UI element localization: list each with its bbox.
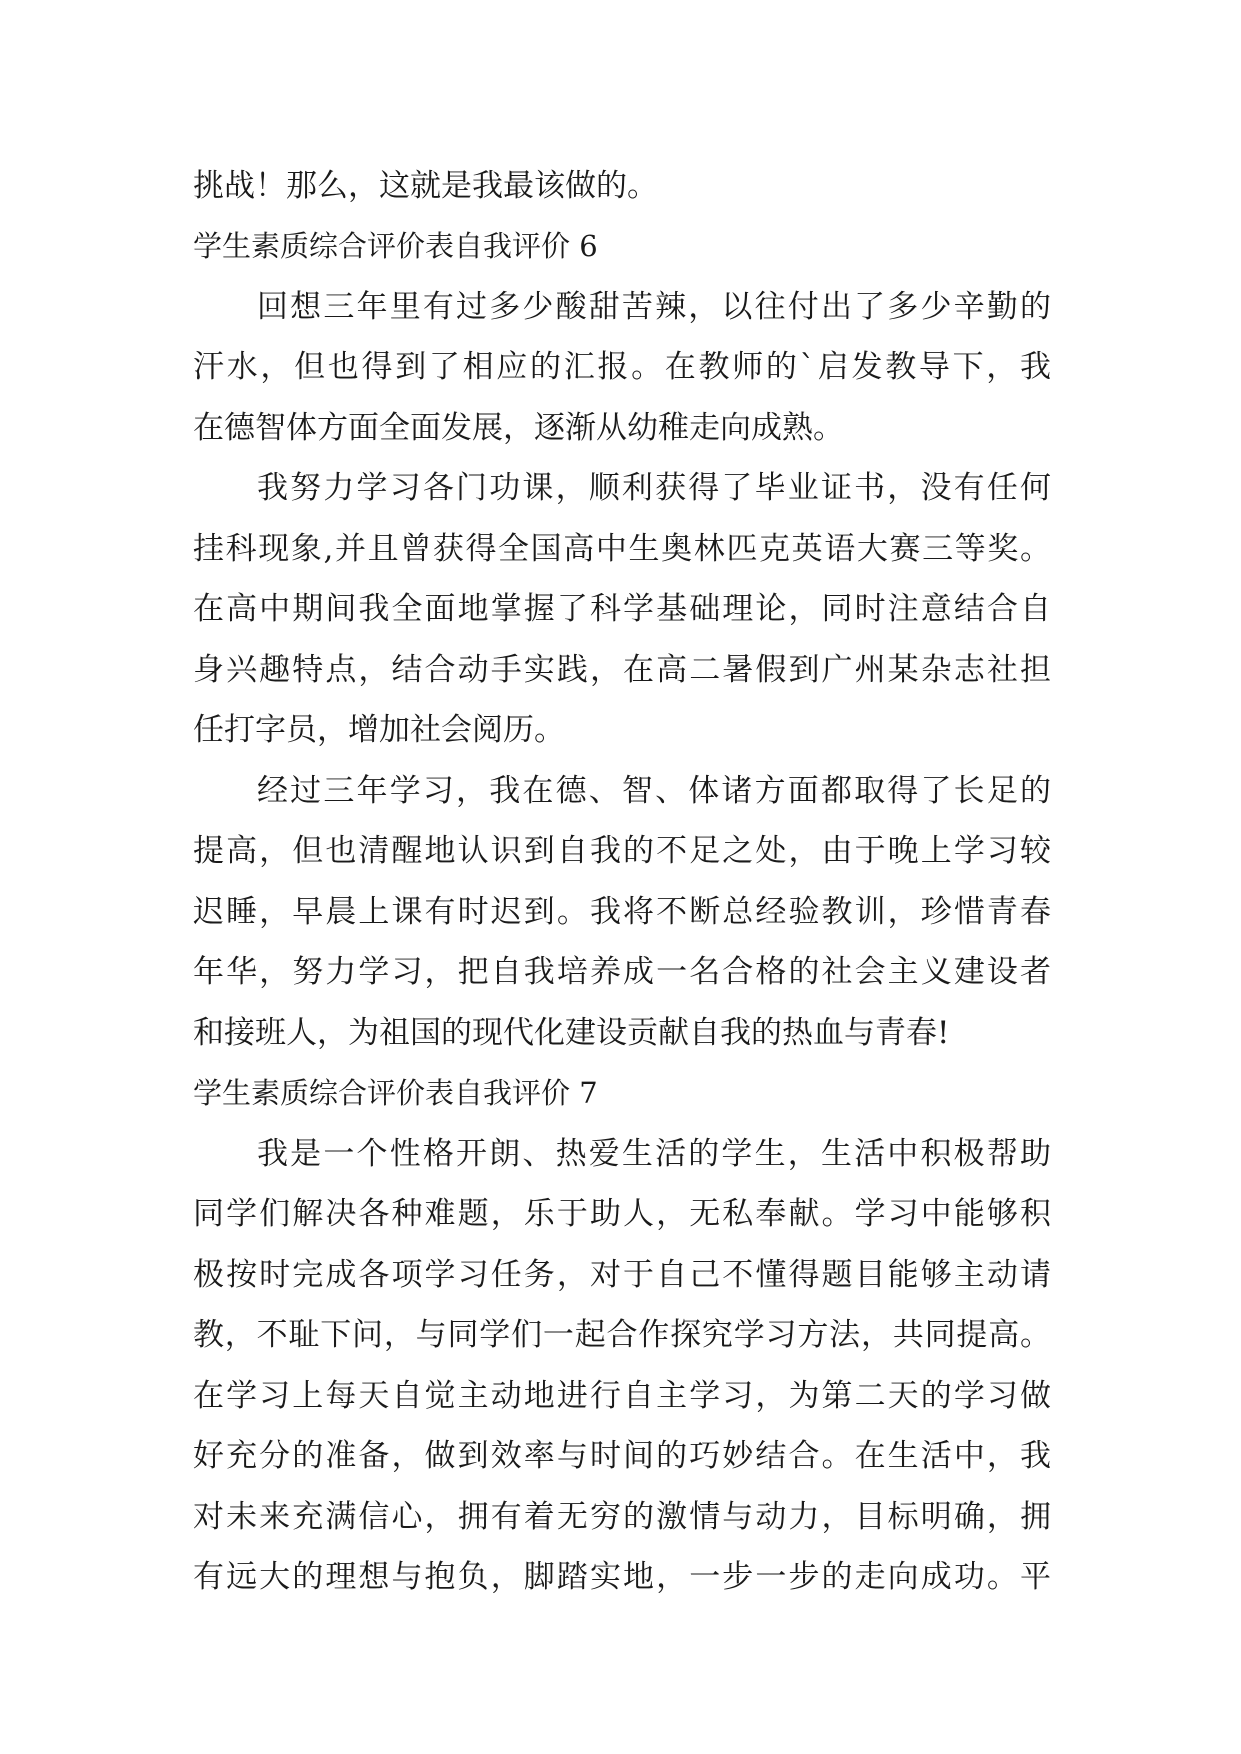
paragraph-line: 年华，努力学习，把自我培养成一名合格的社会主义建设者 [193,954,1051,990]
section-heading: 学生素质综合评价表自我评价 7 [193,1076,598,1110]
text-line: 挑战！那么，这就是我最该做的。 [193,168,658,204]
section-heading: 学生素质综合评价表自我评价 6 [193,229,598,263]
paragraph-line: 对未来充满信心，拥有着无穷的激情与动力，目标明确，拥 [193,1499,1051,1535]
paragraph-line: 任打字员，增加社会阅历。 [193,712,565,748]
paragraph-line: 回想三年里有过多少酸甜苦辣，以往付出了多少辛勤的 [257,289,1051,325]
paragraph-line: 和接班人，为祖国的现代化建设贡献自我的热血与青春! [193,1015,950,1051]
paragraph-line: 教，不耻下问，与同学们一起合作探究学习方法，共同提高。 [193,1317,1051,1353]
paragraph-line: 挂科现象,并且曾获得全国高中生奥林匹克英语大赛三等奖。 [193,531,1051,567]
paragraph-line: 在学习上每天自觉主动地进行自主学习，为第二天的学习做 [193,1378,1051,1414]
paragraph-line: 极按时完成各项学习任务，对于自己不懂得题目能够主动请 [193,1257,1051,1293]
paragraph-line: 我努力学习各门功课，顺利获得了毕业证书，没有任何 [257,470,1051,506]
paragraph-line: 汗水，但也得到了相应的汇报。在教师的`启发教导下，我 [193,349,1051,385]
paragraph-line: 在德智体方面全面发展，逐渐从幼稚走向成熟。 [193,410,844,446]
paragraph-line: 提高，但也清醒地认识到自我的不足之处，由于晚上学习较 [193,833,1051,869]
paragraph-line: 在高中期间我全面地掌握了科学基础理论，同时注意结合自 [193,591,1051,627]
paragraph-line: 同学们解决各种难题，乐于助人，无私奉献。学习中能够积 [193,1196,1051,1232]
paragraph-line: 我是一个性格开朗、热爱生活的学生，生活中积极帮助 [257,1136,1051,1172]
paragraph-line: 经过三年学习，我在德、智、体诸方面都取得了长足的 [257,773,1051,809]
paragraph-line: 身兴趣特点，结合动手实践，在高二暑假到广州某杂志社担 [193,652,1051,688]
paragraph-line: 迟睡，早晨上课有时迟到。我将不断总经验教训，珍惜青春 [193,894,1051,930]
paragraph-line: 有远大的理想与抱负，脚踏实地，一步一步的走向成功。平 [193,1559,1051,1595]
paragraph-line: 好充分的准备，做到效率与时间的巧妙结合。在生活中，我 [193,1438,1051,1474]
